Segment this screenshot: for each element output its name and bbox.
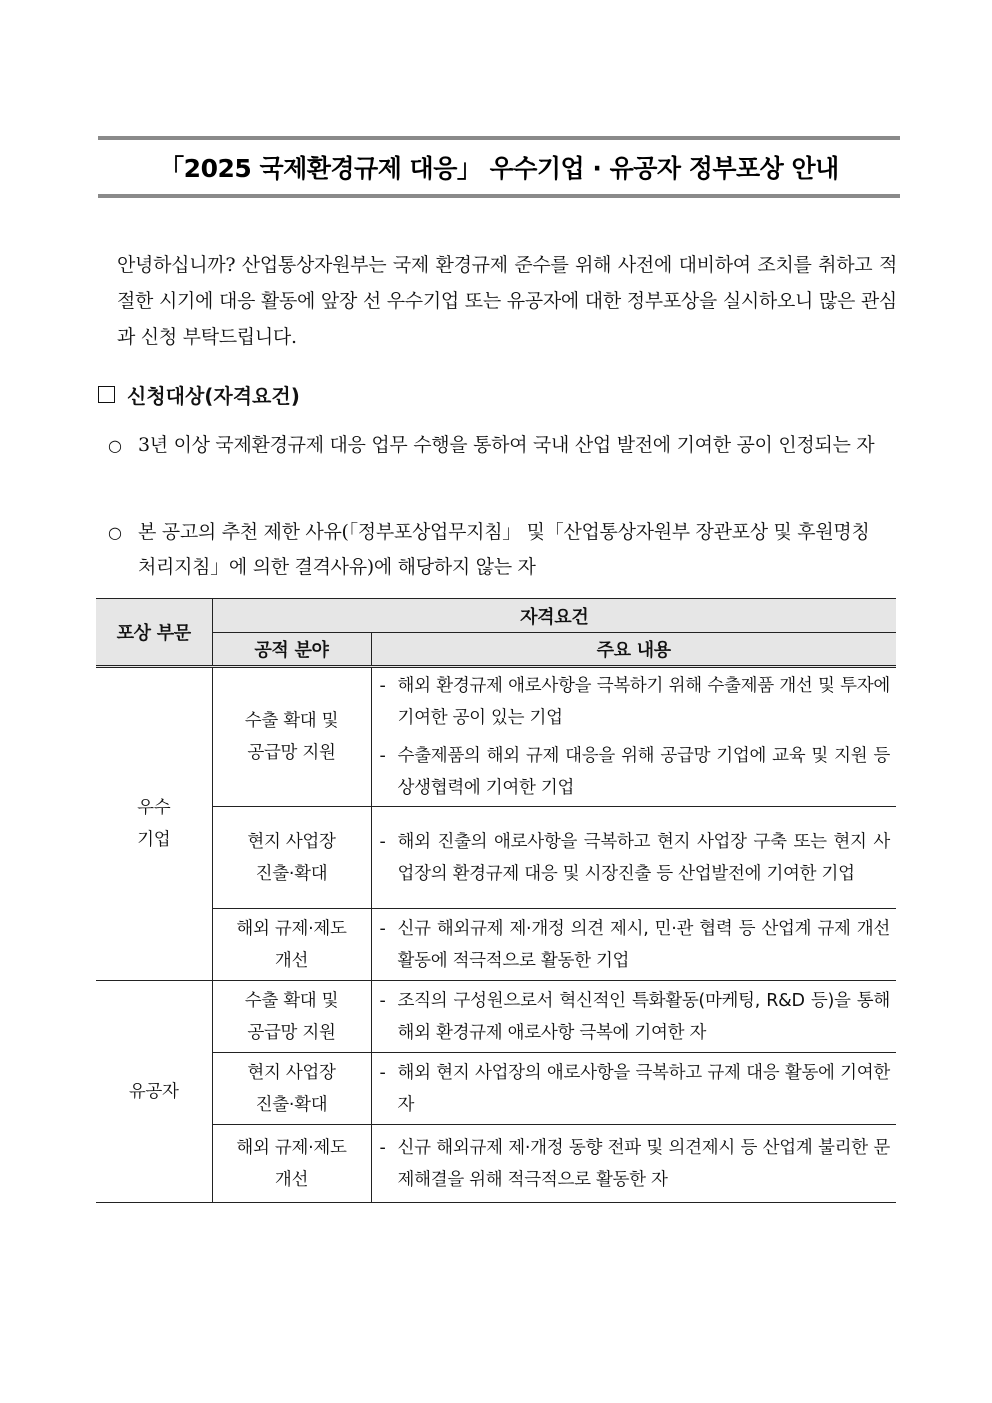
content-item bbox=[380, 1057, 891, 1121]
field-cell: 수출 확대 및 공급망 지원 bbox=[212, 667, 371, 807]
content-cell bbox=[371, 807, 896, 909]
bullet-item-2 bbox=[108, 515, 893, 585]
content-text: 해외 환경규제 애로사항을 극복하기 위해 수출제품 개선 및 투자에 기여한 공이 있는 기업 bbox=[397, 676, 890, 728]
table-row bbox=[96, 807, 896, 909]
content-item bbox=[380, 985, 891, 1049]
table-row bbox=[96, 1125, 896, 1203]
content-item bbox=[380, 826, 891, 890]
content-cell bbox=[371, 909, 896, 981]
table-row bbox=[96, 1053, 896, 1125]
field-cell: 현지 사업장 진출·확대 bbox=[212, 807, 371, 909]
header-field: 공적 분야 bbox=[212, 633, 371, 667]
category-cell: 우수 기업 bbox=[96, 667, 212, 981]
field-cell: 수출 확대 및 공급망 지원 bbox=[212, 981, 371, 1053]
bullet-text: 3년 이상 국제환경규제 대응 업무 수행을 통하여 국내 산업 발전에 기여한 공이 인정되는 자 bbox=[138, 434, 875, 456]
dash-bullet: - bbox=[379, 746, 386, 766]
dash-bullet: - bbox=[379, 918, 386, 939]
section-title: 신청대상(자격요건) bbox=[127, 384, 300, 408]
requirements-table bbox=[96, 598, 896, 1203]
title-box bbox=[98, 136, 900, 198]
content-text: 신규 해외규제 제·개정 의견 제시, 민·관 협력 등 산업계 규제 개선 활동에 적극적으로 활동한 기업 bbox=[397, 918, 890, 971]
header-content: 주요 내용 bbox=[371, 633, 896, 667]
field-cell: 해외 규제·제도 개선 bbox=[212, 1125, 371, 1203]
table-row bbox=[96, 909, 896, 981]
content-cell bbox=[371, 981, 896, 1053]
table-row bbox=[96, 981, 896, 1053]
bullet-text: 본 공고의 추천 제한 사유(「정부포상업무지침」 및「산업통상자원부 장관포상 및 후원명칭 처리지침」에 의한 결격사유)에 해당하지 않는 자 bbox=[138, 521, 870, 578]
content-text: 조직의 구성원으로서 혁신적인 특화활동(마케팅, R&D 등)을 통해 해외 환경규제 애로사항 극복에 기여한 자 bbox=[397, 990, 890, 1043]
checkbox-square-icon bbox=[98, 386, 115, 403]
page-title: 「2025 국제환경규제 대응」 우수기업 · 유공자 정부포상 안내 bbox=[159, 154, 839, 183]
bullet-item-1 bbox=[108, 428, 893, 463]
content-item bbox=[380, 1132, 891, 1196]
dash-bullet: - bbox=[379, 831, 386, 852]
content-text: 수출제품의 해외 규제 대응을 위해 공급망 기업에 교육 및 지원 등 상생협력에 기여한 기업 bbox=[397, 746, 890, 798]
circle-bullet-icon: ○ bbox=[108, 523, 122, 542]
content-cell bbox=[371, 1053, 896, 1125]
content-item bbox=[380, 913, 891, 977]
table-row bbox=[96, 667, 896, 807]
circle-bullet-icon: ○ bbox=[108, 436, 122, 455]
content-cell bbox=[371, 667, 896, 807]
header-requirements: 자격요건 bbox=[212, 599, 896, 633]
content-item bbox=[380, 740, 891, 804]
dash-bullet: - bbox=[379, 676, 386, 696]
content-text: 해외 진출의 애로사항을 극복하고 현지 사업장 구축 또는 현지 사업장의 환경규제 대응 및 시장진출 등 산업발전에 기여한 기업 bbox=[397, 831, 890, 884]
category-cell: 유공자 bbox=[96, 981, 212, 1203]
content-item bbox=[380, 670, 891, 734]
header-category: 포상 부문 bbox=[96, 599, 212, 667]
content-text: 해외 현지 사업장의 애로사항을 극복하고 규제 대응 활동에 기여한 자 bbox=[397, 1062, 890, 1115]
dash-bullet: - bbox=[379, 1062, 386, 1083]
intro-paragraph: 안녕하십니까? 산업통상자원부는 국제 환경규제 준수를 위해 사전에 대비하여 조치를 취하고 적절한 시기에 대응 활동에 앞장 선 우수기업 또는 유공자에 대한 정부포상을 실시하오니 많은 관심과 신청 부탁드립니다. bbox=[117, 254, 897, 348]
field-cell: 현지 사업장 진출·확대 bbox=[212, 1053, 371, 1125]
dash-bullet: - bbox=[379, 990, 386, 1011]
section-heading bbox=[98, 380, 300, 409]
content-cell bbox=[371, 1125, 896, 1203]
content-text: 신규 해외규제 제·개정 동향 전파 및 의견제시 등 산업계 불리한 문제해결을 위해 적극적으로 활동한 자 bbox=[397, 1137, 890, 1190]
field-cell: 해외 규제·제도 개선 bbox=[212, 909, 371, 981]
dash-bullet: - bbox=[379, 1137, 386, 1158]
